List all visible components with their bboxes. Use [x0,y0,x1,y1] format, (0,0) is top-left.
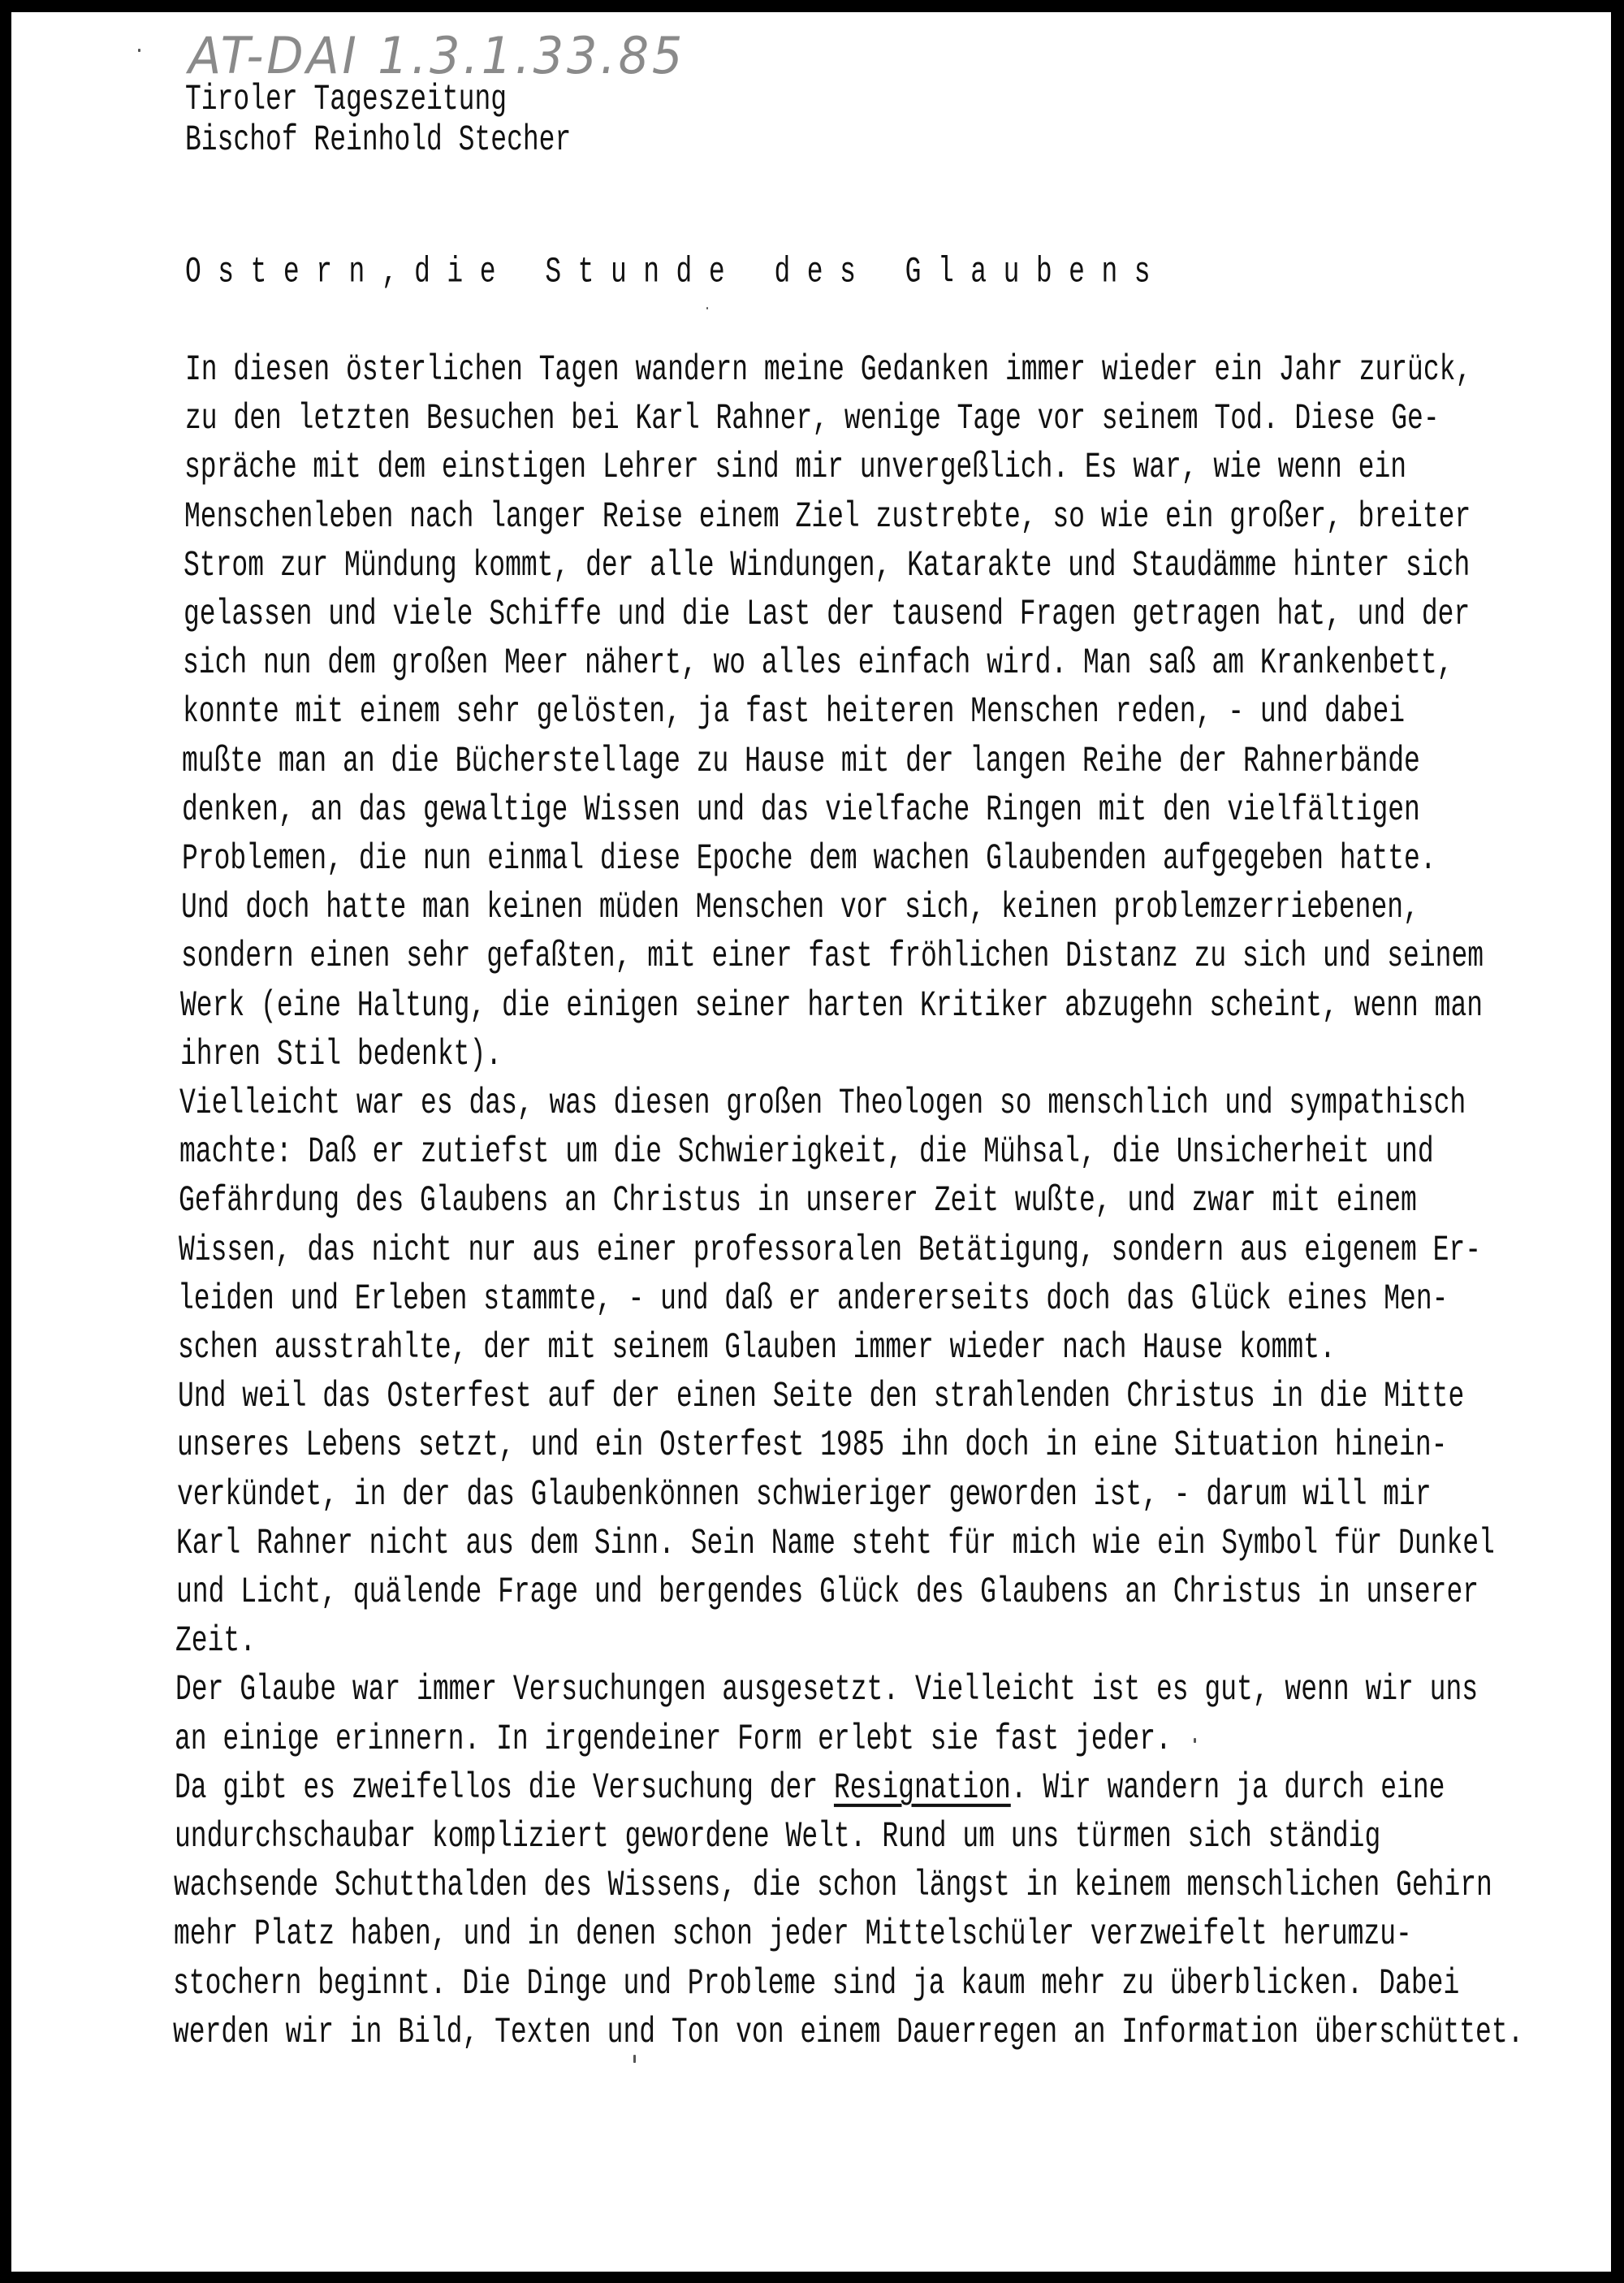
body-line: Gefährdung des Glaubens an Christus in unserer Zeit wußte, und zwar mit einem [179,1180,1417,1221]
body-line: In diesen österlichen Tagen wandern meine Gedanken immer wieder ein Jahr zurück, [185,349,1472,391]
body-line: sondern einen sehr gefaßten, mit einer fast fröhlichen Distanz zu sich und seinem [181,936,1484,977]
body-line: unseres Lebens setzt, und ein Osterfest 1985 ihn doch in eine Situation hinein- [177,1425,1448,1466]
body-line: leiden und Erleben stammte, - und daß er andererseits doch das Glück eines Men- [178,1278,1449,1320]
body-line: ihren Stil bedenkt). [180,1034,503,1075]
body-line: zu den letzten Besuchen bei Karl Rahner, wenige Tage vor seinem Tod. Diese Ge- [185,398,1440,439]
body-line: spräche mit dem einstigen Lehrer sind mir unvergeßlich. Es war, wie wenn ein [184,447,1407,488]
body-line: gelassen und viele Schiffe und die Last der tausend Fragen getragen hat, und der [184,594,1471,635]
body-line: Werk (eine Haltung, die einigen seiner harten Kritiker abzugehn scheint, wenn man [180,985,1484,1027]
document-title: Ostern,die Stunde des Glaubens [185,252,1168,292]
body-line: und Licht, quälende Frage und bergendes Glück des Glaubens an Christus in unserer [176,1572,1479,1613]
body-line: werden wir in Bild, Texten und Ton von einem Dauerregen an Information überschüttet. [173,2012,1524,2053]
body-line: sich nun dem großen Meer nähert, wo alles einfach wird. Man saß am Krankenbett, [183,642,1453,684]
body-line: Der Glaube war immer Versuchungen ausgesetzt. Vielleicht ist es gut, wenn wir uns [175,1669,1479,1710]
body-line: Und weil das Osterfest auf der einen Seite den strahlenden Christus in die Mitte [178,1376,1465,1417]
body-line: wachsende Schutthalden des Wissens, die schon längst in keinem menschlichen Gehirn [174,1865,1492,1906]
body-line: konnte mit einem sehr gelösten, ja fast heiteren Menschen reden, - und dabei [183,691,1406,733]
text-segment: . Wir wandern ja durch eine [1010,1767,1445,1809]
body-line: stochern beginnt. Die Dinge und Probleme sind ja kaum mehr zu überblicken. Dabei [173,1963,1460,2004]
text-segment: Da gibt es zweifellos die Versuchung der [175,1767,834,1809]
body-line: Vielleicht war es das, was diesen großen Theologen so menschlich und sympathisch [179,1083,1466,1124]
body-line: Karl Rahner nicht aus dem Sinn. Sein Name steht für mich wie ein Symbol für Dunkel [176,1523,1495,1564]
body-line: undurchschaubar kompliziert gewordene Welt. Rund um uns türmen sich ständig [175,1816,1381,1857]
header-author: Bischof Reinhold Stecher [185,119,572,161]
body-line: Menschenleben nach langer Reise einem Ziel zustrebte, so wie ein großer, breiter [184,496,1471,538]
scan-speck [138,49,140,52]
archive-signature-handwritten: AT-DAI 1.3.1.33.85 [188,26,686,85]
scan-speck [633,2055,636,2063]
underlined-word-resignation: Resignation [833,1767,1011,1809]
body-line: Wissen, das nicht nur aus einer professoralen Betätigung, sondern aus eigenem Er- [179,1230,1482,1271]
body-line: an einige erinnern. In irgendeiner Form erlebt sie fast jeder. [175,1719,1172,1760]
scan-speck [706,307,708,309]
body-line-resignation [175,1767,1445,1809]
body-line: Problemen, die nun einmal diese Epoche dem wachen Glaubenden aufgegeben hatte. [182,838,1436,880]
header-publication: Tiroler Tageszeitung [185,79,508,120]
body-line: Zeit. [175,1620,257,1662]
body-line: mußte man an die Bücherstellage zu Hause mit der langen Reihe der Rahnerbände [182,741,1420,782]
body-line: Strom zur Mündung kommt, der alle Windungen, Katarakte und Staudämme hinter sich [184,545,1471,586]
body-line: machte: Daß er zutiefst um die Schwierigkeit, die Mühsal, die Unsicherheit und [179,1131,1434,1173]
scan-speck [1194,1738,1196,1743]
body-line: Und doch hatte man keinen müden Menschen vor sich, keinen problemzerriebenen, [181,887,1419,928]
body-line: mehr Platz haben, und in denen schon jeder Mittelschüler verzweifelt herumzu- [174,1913,1412,1955]
body-line: verkündet, in der das Glaubenkönnen schwieriger geworden ist, - darum will mir [177,1474,1432,1516]
body-line: denken, an das gewaltige Wissen und das vielfache Ringen mit den vielfältigen [182,789,1420,831]
body-line: schen ausstrahlte, der mit seinem Glauben immer wieder nach Hause kommt. [178,1327,1336,1369]
